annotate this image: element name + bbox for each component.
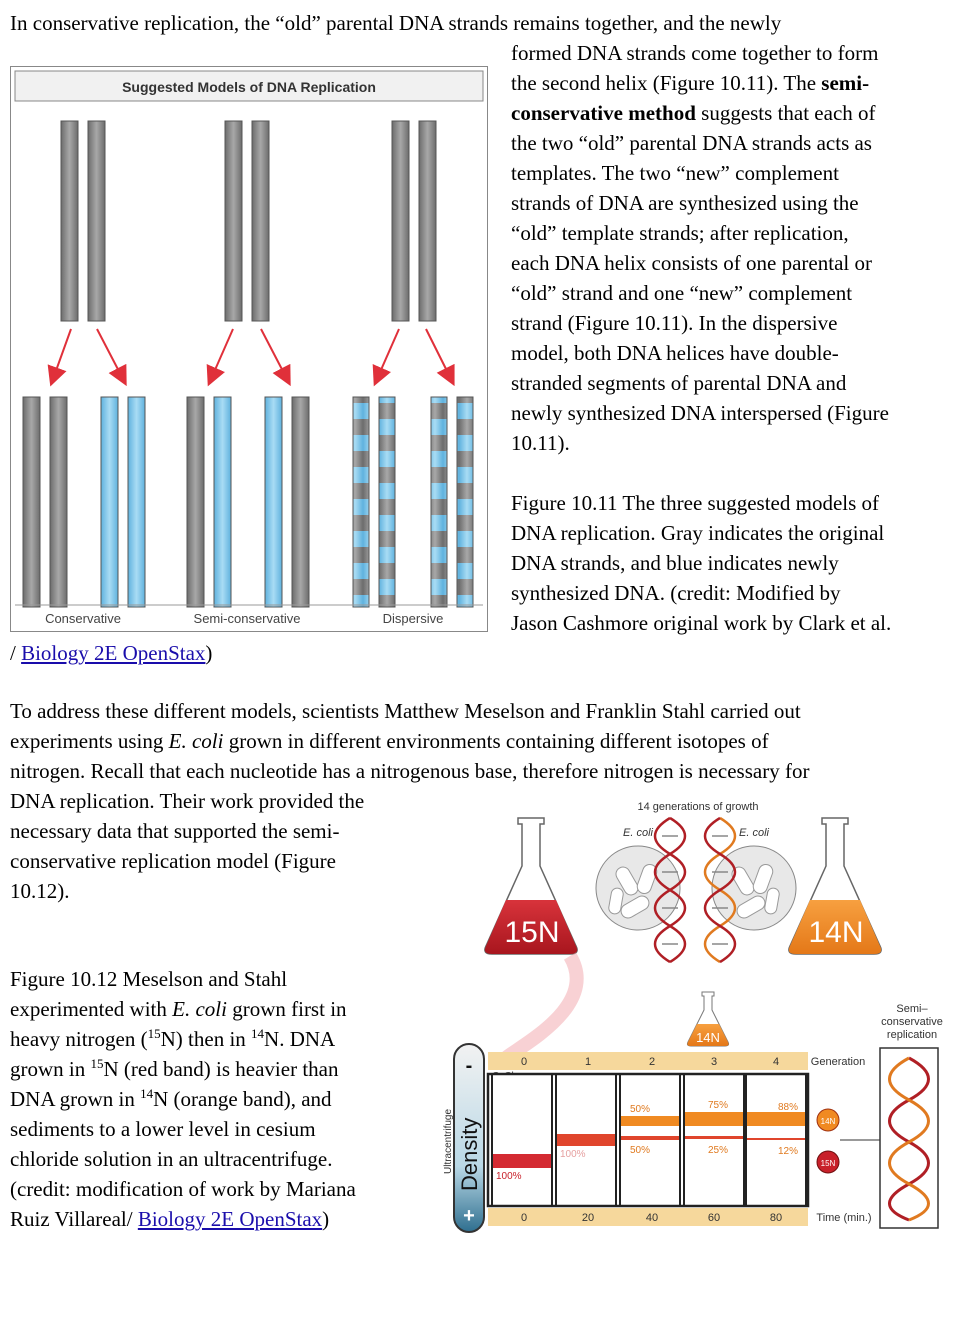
para1-line: “old” template strands; after replication, xyxy=(511,221,849,245)
para2-line: experiments using E. coli grown in different environments containing different isotopes of xyxy=(10,729,769,753)
fade-arrow-left xyxy=(506,956,577,1058)
caption-line: (credit: modification of work by Mariana xyxy=(10,1177,356,1201)
figure-10-11-caption xyxy=(511,488,951,638)
caption-line: synthesized DNA. (credit: Modified by xyxy=(511,581,841,605)
ultracentrifuge-label: Ultracentrifuge xyxy=(443,1108,454,1174)
caption-line: chloride solution in an ultracentrifuge. xyxy=(10,1147,333,1171)
para2-line: necessary data that supported the semi- xyxy=(10,819,340,843)
ultracentrifuge-tube xyxy=(454,1044,484,1232)
para2-line: 10.12). xyxy=(10,879,70,903)
caption-line: Ruiz Villareal/ Biology 2E OpenStax) xyxy=(10,1207,330,1231)
figure-10-12 xyxy=(440,796,950,1236)
caption-line: heavy nitrogen ($^{15}$N) then in $^{14}$N. DNA xyxy=(10,1026,336,1051)
para2-line: DNA replication. Their work provided the xyxy=(10,789,365,813)
caption1-tail: / Biology 2E OpenStax) xyxy=(10,641,213,665)
caption-line: DNA replication. Gray indicates the original xyxy=(511,521,885,545)
para1-line: conservative method suggests that each of xyxy=(511,101,876,125)
ecoli-right-label: E. coli xyxy=(739,827,769,839)
density-plus: + xyxy=(463,1205,475,1227)
density-minus: - xyxy=(465,1055,473,1077)
para1-right xyxy=(511,38,951,458)
biology-2e-openstax-link[interactable]: Biology 2E OpenStax xyxy=(21,641,206,665)
flask-15n-label: 15N xyxy=(504,916,560,949)
caption-line: DNA grown in $^{14}$N (orange band), and xyxy=(10,1086,332,1111)
pct-12: 12% xyxy=(778,1146,799,1157)
para1-line: the second helix (Figure 10.11). The semi- xyxy=(511,71,870,95)
side-title-2: conservative xyxy=(881,1016,943,1028)
time-20: 20 xyxy=(581,1212,595,1224)
side-title-3: replication xyxy=(886,1029,938,1041)
semi-conservative-bold-b: conservative method xyxy=(511,101,696,125)
pct-88: 88% xyxy=(778,1102,799,1113)
caption-line: Figure 10.12 Meselson and Stahl xyxy=(10,967,288,991)
pct-50-bot: 50% xyxy=(630,1145,651,1156)
density-label: Density xyxy=(457,1117,482,1191)
caption-line: sediments to a lower level in cesium xyxy=(10,1117,316,1141)
para1-line: each DNA helix consists of one parental or xyxy=(511,251,872,275)
caption-line: experimented with E. coli grown first in xyxy=(10,997,347,1021)
fig1-title: Suggested Models of DNA Replication xyxy=(122,79,376,95)
legend-14n xyxy=(817,1109,839,1131)
parent-strands xyxy=(61,121,436,321)
semi-conservative-bold-a: semi- xyxy=(821,71,870,95)
caption-line: DNA strands, and blue indicates newly xyxy=(511,551,839,575)
para2-line: conservative replication model (Figure xyxy=(10,849,336,873)
figure-10-11 xyxy=(10,66,488,632)
daughter-strands xyxy=(23,397,473,607)
para2-line: To address these different models, scientists Matthew Meselson and Franklin Stahl carried out xyxy=(10,699,801,723)
time-60: 60 xyxy=(707,1212,721,1224)
figure-10-12-caption xyxy=(10,964,430,1234)
gen-1: 1 xyxy=(584,1056,592,1068)
label-dispersive: Dispersive xyxy=(382,611,444,626)
para1-line: formed DNA strands come together to form xyxy=(511,41,879,65)
gen-4: 4 xyxy=(772,1056,780,1068)
generation-label: Generation xyxy=(810,1056,866,1068)
side-title-1: Semi– xyxy=(896,1003,928,1015)
flask-small-label: 14N xyxy=(696,1030,720,1045)
para2-line: nitrogen. Recall that each nucleotide has a nitrogenous base, therefore nitrogen is necessary for xyxy=(10,759,810,783)
para1-line: “old” strand and one “new” complement xyxy=(511,281,853,305)
gen-0: 0 xyxy=(520,1056,528,1068)
para1-line: strands of DNA are synthesized using the xyxy=(511,191,859,215)
para1-line: 10.11). xyxy=(511,431,570,455)
fig2-top-label: 14 generations of growth xyxy=(637,801,759,813)
time-80: 80 xyxy=(769,1212,783,1224)
legend-15n xyxy=(817,1151,839,1173)
label-conservative: Conservative xyxy=(45,611,121,626)
para1-lead: In conservative replication, the “old” parental DNA strands remains together, and the newly xyxy=(10,11,782,35)
caption-line: Figure 10.11 The three suggested models of xyxy=(511,491,880,515)
pct-75: 75% xyxy=(708,1100,729,1111)
biology-2e-openstax-link-2[interactable]: Biology 2E OpenStax xyxy=(137,1207,323,1231)
gen-3: 3 xyxy=(710,1056,718,1068)
pct-100-b: 100% xyxy=(560,1149,586,1160)
para1-line: stranded segments of parental DNA and xyxy=(511,371,847,395)
gen-2: 2 xyxy=(648,1056,656,1068)
svg-text:15N: 15N xyxy=(820,1159,836,1168)
svg-text:14N: 14N xyxy=(820,1117,836,1126)
pct-50-top: 50% xyxy=(630,1104,651,1115)
para1-line: model, both DNA helices have double- xyxy=(511,341,839,365)
para1-line: newly synthesized DNA interspersed (Figure xyxy=(511,401,889,425)
pct-100-a: 100% xyxy=(496,1171,522,1182)
time-40: 40 xyxy=(645,1212,659,1224)
pct-25: 25% xyxy=(708,1145,729,1156)
para1-line: strand (Figure 10.11). In the dispersive xyxy=(511,311,838,335)
caption-line: Jason Cashmore original work by Clark et al. xyxy=(511,611,892,635)
flask-14n-label: 14N xyxy=(808,916,864,949)
para1-line: templates. The two “new” complement xyxy=(511,161,839,185)
time-label: Time (min.) xyxy=(816,1212,872,1224)
replication-arrows xyxy=(53,329,451,379)
para1-line: the two “old” parental DNA strands acts as xyxy=(511,131,872,155)
caption-line: grown in $^{15}$N (red band) is heavier than xyxy=(10,1056,339,1081)
time-0: 0 xyxy=(520,1212,528,1224)
ecoli-left-label: E. coli xyxy=(623,827,653,839)
label-semi-conservative: Semi-conservative xyxy=(193,611,301,626)
